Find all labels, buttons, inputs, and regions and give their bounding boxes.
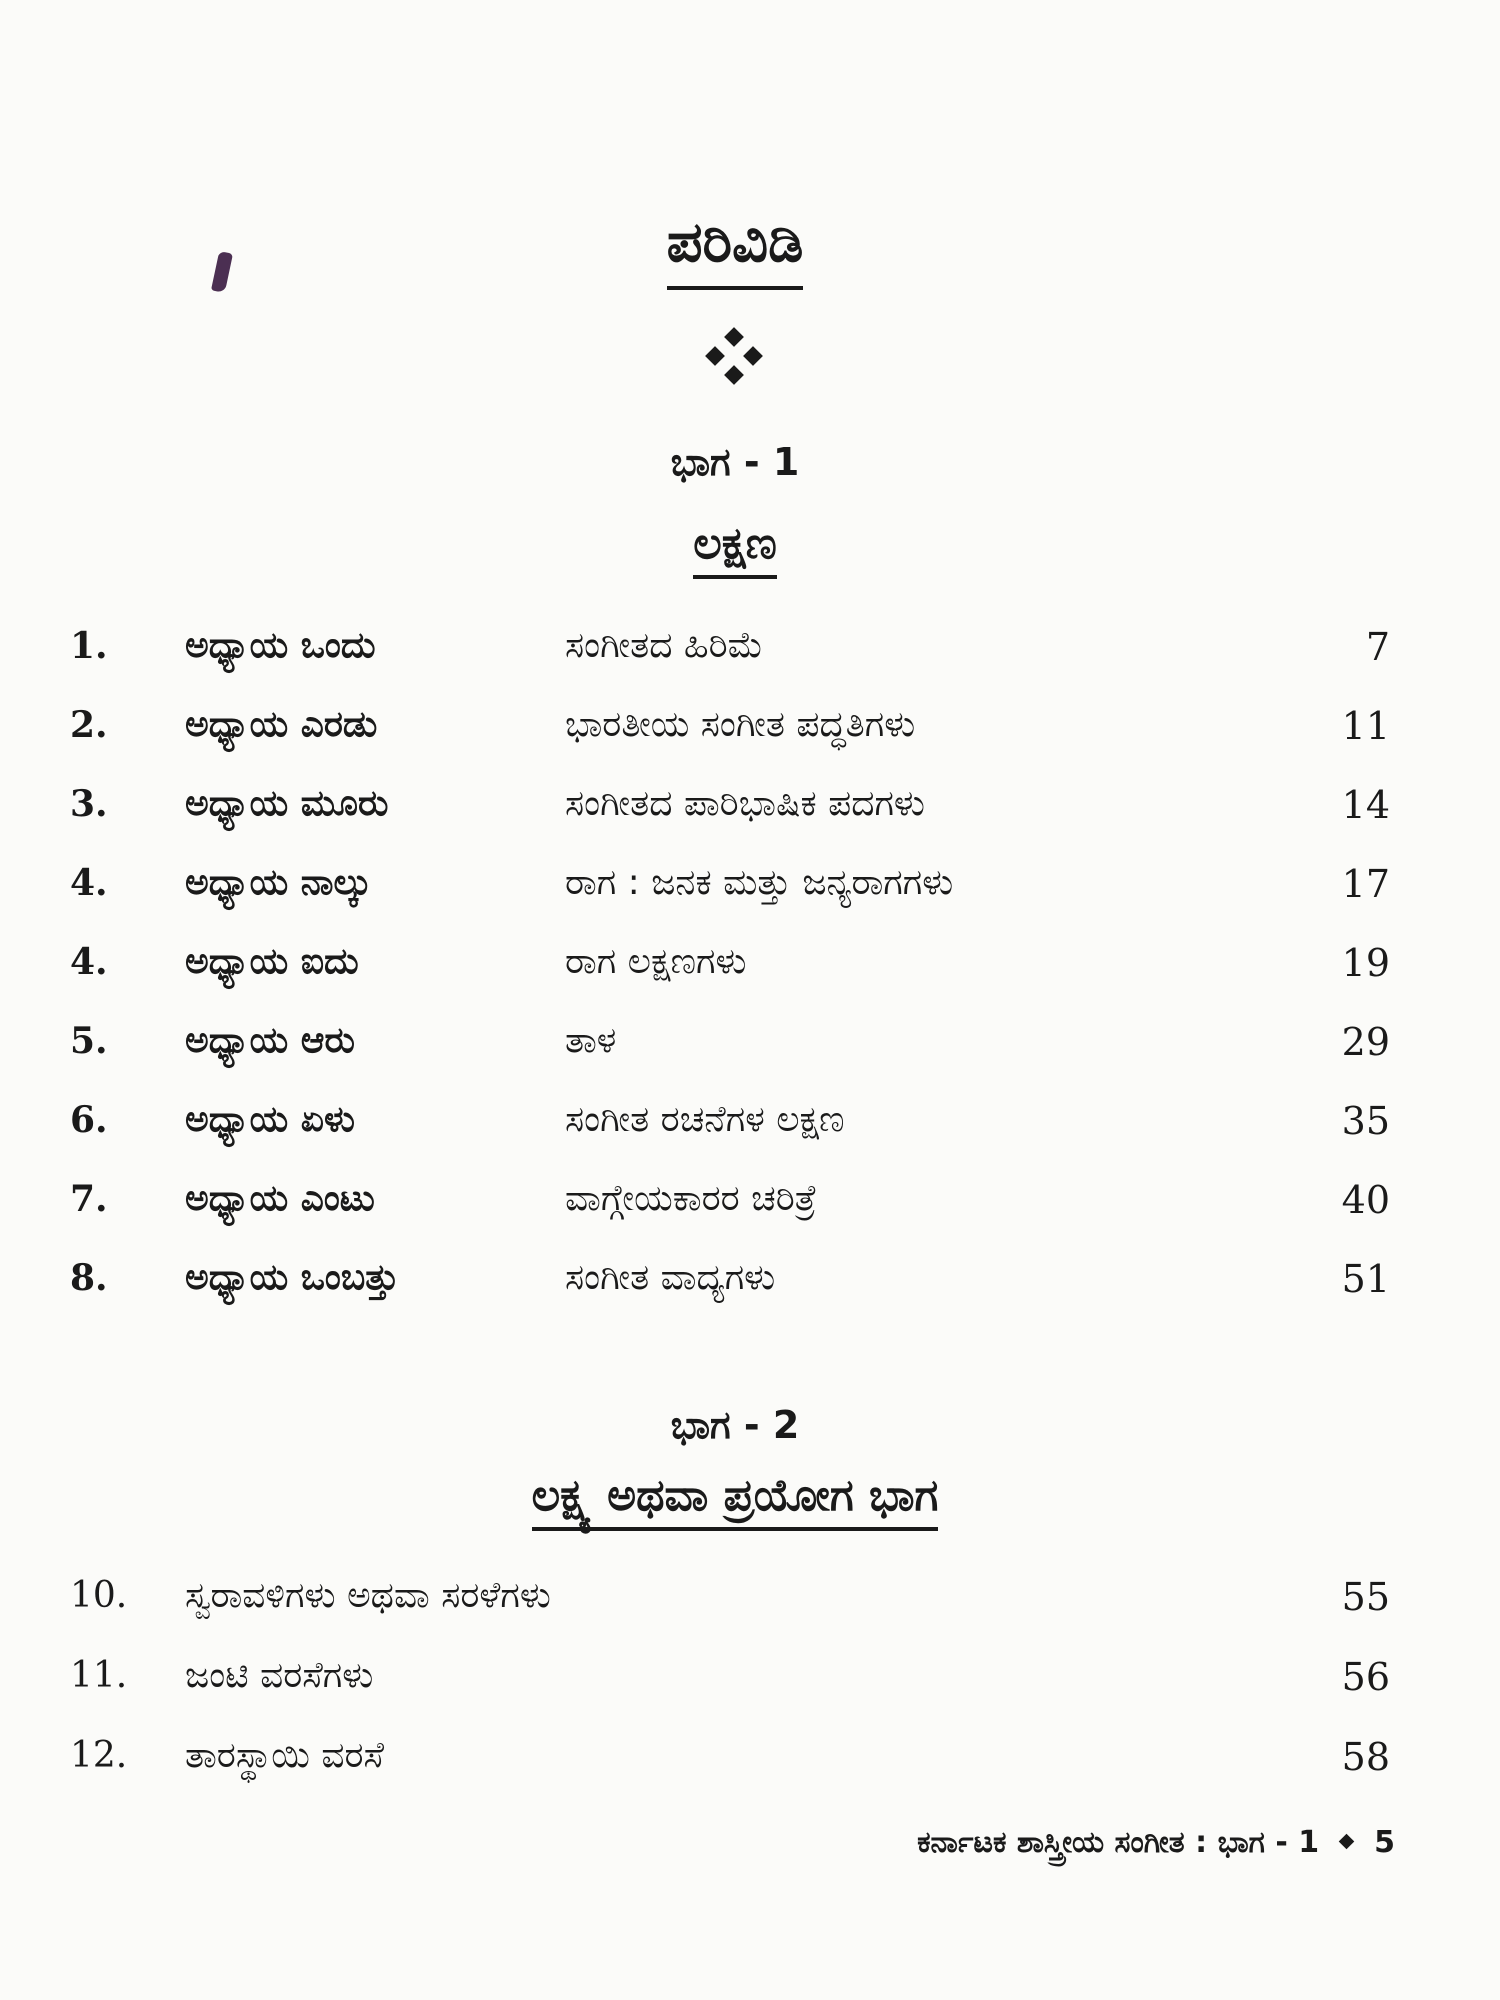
toc-row[interactable]	[0, 625, 1500, 685]
toc-topic: ಸ್ವರಾವಳಿಗಳು ಅಥವಾ ಸರಳೆಗಳು	[185, 1575, 551, 1616]
toc-row[interactable]	[0, 941, 1500, 1001]
part2-title-text: ಲಕ್ಷ್ಯ ಅಥವಾ ಪ್ರಯೋಗ ಭಾಗ	[532, 1470, 939, 1531]
toc-page-number: 29	[1341, 1020, 1390, 1064]
toc-page-number: 56	[1341, 1655, 1390, 1699]
toc-page-number: 55	[1341, 1575, 1390, 1619]
toc-row[interactable]	[0, 1099, 1500, 1159]
toc-number: 7.	[70, 1178, 108, 1220]
toc-number: 3.	[70, 783, 108, 825]
toc-row[interactable]	[0, 704, 1500, 764]
toc-chapter: ಅಧ್ಯಾಯ ಎರಡು	[185, 704, 378, 745]
toc-number: 11.	[70, 1655, 128, 1696]
footer-book-title: ಕರ್ನಾಟಕ ಶಾಸ್ತ್ರೀಯ ಸಂಗೀತ : ಭಾಗ - 1	[917, 1825, 1320, 1860]
part2-title	[0, 1470, 1470, 1531]
toc-number: 6.	[70, 1099, 108, 1141]
toc-chapter: ಅಧ್ಯಾಯ ಎಂಟು	[185, 1178, 375, 1219]
toc-number: 5.	[70, 1020, 108, 1062]
toc-topic: ತಾರಸ್ಥಾಯಿ ವರಸೆ	[185, 1735, 385, 1776]
toc-topic: ರಾಗ ಲಕ್ಷಣಗಳು	[565, 941, 747, 982]
toc-row[interactable]	[0, 1735, 1500, 1795]
toc-page-number: 51	[1341, 1257, 1390, 1301]
toc-topic: ಭಾರತೀಯ ಸಂಗೀತ ಪದ್ಧತಿಗಳು	[565, 704, 916, 745]
toc-chapter: ಅಧ್ಯಾಯ ಒಂಬತ್ತು	[185, 1257, 399, 1298]
toc-topic: ಸಂಗೀತ ವಾದ್ಯಗಳು	[565, 1257, 776, 1298]
toc-page-number: 14	[1341, 783, 1390, 827]
toc-topic: ಜಂಟಿ ವರಸೆಗಳು	[185, 1655, 374, 1696]
part2-label: ಭಾಗ - 2	[670, 1403, 800, 1447]
toc-topic: ಸಂಗೀತ ರಚನೆಗಳ ಲಕ್ಷಣ	[565, 1099, 845, 1140]
toc-chapter: ಅಧ್ಯಾಯ ಮೂರು	[185, 783, 389, 824]
toc-number: 4.	[70, 862, 108, 904]
toc-number: 8.	[70, 1257, 108, 1299]
toc-topic: ರಾಗ : ಜನಕ ಮತ್ತು ಜನ್ಯರಾಗಗಳು	[565, 862, 954, 903]
toc-topic: ಸಂಗೀತದ ಪಾರಿಭಾಷಿಕ ಪದಗಳು	[565, 783, 925, 824]
toc-page-number: 40	[1341, 1178, 1390, 1222]
toc-row[interactable]	[0, 783, 1500, 843]
toc-row[interactable]	[0, 1020, 1500, 1080]
part1-title	[0, 518, 1470, 579]
toc-page-number: 7	[1365, 625, 1390, 669]
toc-page-number: 35	[1341, 1099, 1390, 1143]
toc-topic: ತಾಳ	[565, 1020, 617, 1061]
toc-row[interactable]	[0, 1257, 1500, 1317]
footer-page-number: 5	[1374, 1825, 1395, 1860]
toc-chapter: ಅಧ್ಯಾಯ ಐದು	[185, 941, 359, 982]
contents-title	[0, 210, 1470, 290]
toc-page-number: 17	[1341, 862, 1390, 906]
toc-number: 1.	[70, 625, 108, 667]
toc-number: 12.	[70, 1735, 128, 1776]
toc-number: 10.	[70, 1575, 128, 1616]
toc-chapter: ಅಧ್ಯಾಯ ಏಳು	[185, 1099, 355, 1140]
page-footer	[917, 1825, 1395, 1860]
toc-number: 4.	[70, 941, 108, 983]
diamond-bullet-icon	[1339, 1834, 1355, 1850]
toc-chapter: ಅಧ್ಯಾಯ ಒಂದು	[185, 625, 376, 666]
toc-chapter: ಅಧ್ಯಾಯ ಆರು	[185, 1020, 355, 1061]
toc-row[interactable]	[0, 862, 1500, 922]
toc-topic: ವಾಗ್ಗೇಯಕಾರರ ಚರಿತ್ರೆ	[565, 1178, 817, 1219]
diamond-ornament-icon	[708, 330, 760, 382]
toc-topic: ಸಂಗೀತದ ಹಿರಿಮೆ	[565, 625, 764, 666]
toc-page-number: 11	[1341, 704, 1390, 748]
toc-page-number: 19	[1341, 941, 1390, 985]
toc-row[interactable]	[0, 1575, 1500, 1635]
toc-row[interactable]	[0, 1655, 1500, 1715]
toc-page-number: 58	[1341, 1735, 1390, 1779]
toc-row[interactable]	[0, 1178, 1500, 1238]
toc-number: 2.	[70, 704, 108, 746]
toc-chapter: ಅಧ್ಯಾಯ ನಾಲ್ಕು	[185, 862, 372, 903]
part1-label: ಭಾಗ - 1	[670, 440, 800, 484]
part1-title-text: ಲಕ್ಷಣ	[693, 518, 777, 579]
contents-title-text: ಪರಿವಿಡಿ	[667, 210, 804, 290]
